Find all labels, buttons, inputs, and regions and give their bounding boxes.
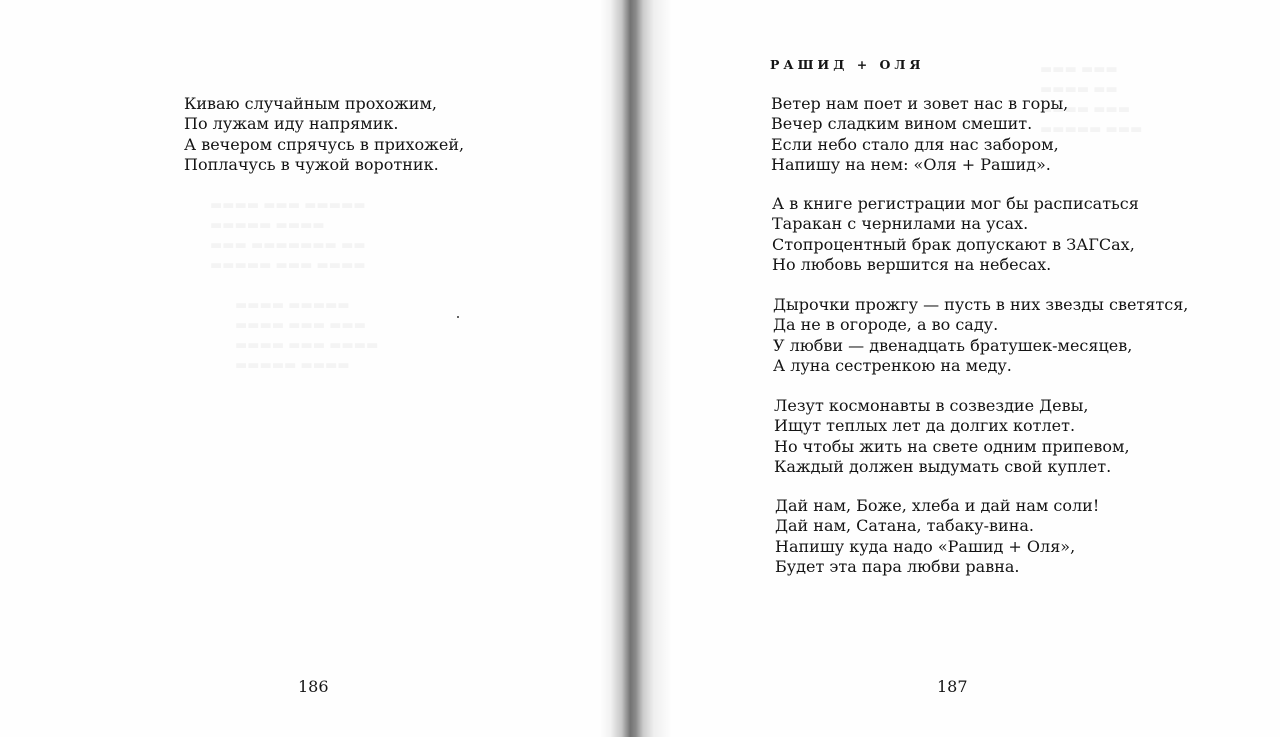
verse-line: Но чтобы жить на свете одним припевом, [774, 436, 1130, 456]
verse-line: Напишу куда надо «Рашид + Оля», [775, 536, 1076, 556]
stanza [774, 396, 1130, 477]
verse-line: Дырочки прожгу — пусть в них звезды светятся, [773, 295, 1189, 314]
verse-line: Будет эта пара любви равна. [775, 556, 1020, 576]
verse-line: По лужам иду напрямик. [184, 114, 399, 134]
verse-line: Лезут космонавты в созвездие Девы, [774, 396, 1089, 415]
stanza [775, 496, 1099, 577]
ink-speck [457, 316, 459, 318]
stanza [772, 194, 1139, 275]
verse-line: Таракан с чернилами на усах. [772, 214, 1029, 234]
poem-title: РАШИД + ОЛЯ [770, 57, 925, 72]
verse-line: Поплачусь в чужой воротник. [184, 154, 439, 174]
verse-line: А в книге регистрации мог бы расписаться [772, 194, 1139, 213]
verse-line: Если небо стало для нас забором, [771, 134, 1059, 154]
verse-line: Стопроцентный брак допускают в ЗАГСах, [772, 234, 1135, 254]
stanza [771, 94, 1068, 175]
verse-line: Напишу на нем: «Оля + Рашид». [771, 154, 1051, 174]
book-gutter-shadow [600, 0, 672, 737]
verse-line: Да не в огороде, а во саду. [773, 315, 999, 335]
page-number-right: 187 [937, 677, 968, 696]
verse-line: Но любовь вершится на небесах. [772, 254, 1052, 274]
stanza [773, 295, 1188, 376]
verse-line: А луна сестренкою на меду. [773, 355, 1012, 375]
verse-line: Дай нам, Сатана, табаку-вина. [775, 516, 1035, 536]
verse-line: А вечером спрячусь в прихожей, [184, 134, 465, 154]
verse-line: Дай нам, Боже, хлеба и дай нам соли! [775, 496, 1100, 515]
verse-line: У любви — двенадцать братушек-месяцев, [773, 335, 1133, 355]
verse-line: Вечер сладким вином смешит. [771, 114, 1033, 134]
stanza [184, 94, 464, 175]
page-number-left: 186 [298, 677, 329, 696]
verse-line: Каждый должен выдумать свой куплет. [774, 456, 1112, 476]
verse-line: Ветер нам поет и зовет нас в горы, [771, 94, 1069, 113]
verse-line: Ищут теплых лет да долгих котлет. [774, 416, 1076, 436]
left-page [0, 0, 616, 737]
verse-line: Киваю случайным прохожим, [184, 94, 437, 113]
